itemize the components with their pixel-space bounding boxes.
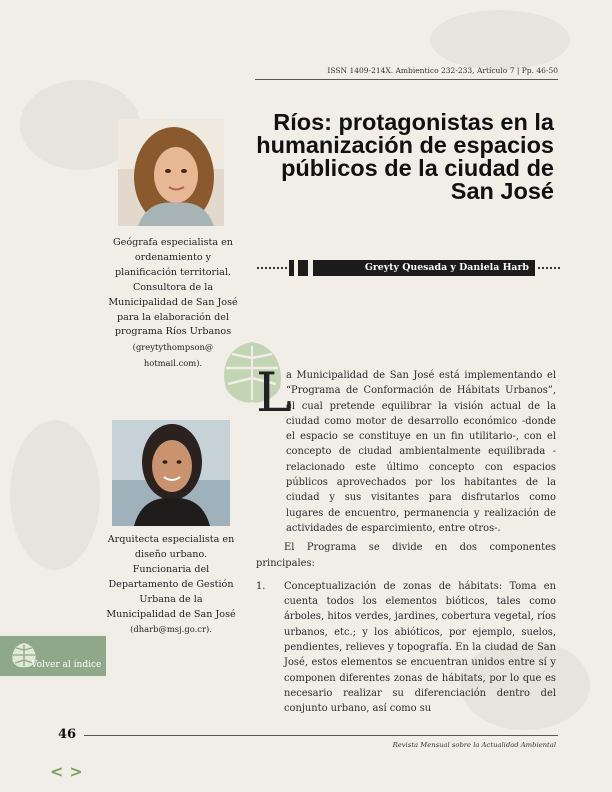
- author-email-1: (greytythompson@ hotmail.com).: [132, 342, 214, 369]
- author-bio-text: Geógrafa especialista en ordenamiento y planificación territorial. Consultora de la Municipalidad de San José para la elaboración del programa Ríos Urbanos: [108, 237, 238, 338]
- drop-cap: L: [256, 361, 292, 424]
- author-bar-mark: [298, 260, 308, 276]
- journal-name: Revista Mensual sobre la Actualidad Ambiental: [392, 741, 556, 749]
- paragraph-text: a Municipalidad de San José está implementando el “Programa de Conformación de Hábitats Urbanos”, el cual pretende equilibrar la visión actual de la ciudad como motor de desarrollo económico -donde el espacio se constituye en un fin utilitario-, con el concepto de ciudad ambientalmente equilibrada -relacionado este último concepto con espacios públicos aprovechados por los habitantes de la ciudad y sus visitantes para disfrutarlos como lugares de encuentro, permanencia y realización de actividades de esparcimiento, entre otros-.: [286, 370, 556, 534]
- background-texture: [10, 420, 100, 570]
- back-to-index-label: Volver al índice: [31, 660, 102, 670]
- header-rule: [255, 79, 558, 80]
- author-bar-mark: [289, 260, 294, 276]
- issn-header: ISSN 1409-214X. Ambientico 232-233, Artículo 7 | Pp. 46-50: [327, 66, 558, 75]
- background-texture: [430, 10, 570, 70]
- author-bar-dots: [538, 267, 560, 269]
- article-title: Ríos: protagonistas en la humanización de espacios públicos de la ciudad de San José: [256, 109, 554, 204]
- author-names: Greyty Quesada y Daniela Harb: [313, 260, 535, 276]
- author-bio-text: Arquitecta especialista en diseño urbano. Funcionaria del Departamento de Gestión Urbana de la Municipalidad de San José: [106, 534, 236, 620]
- list-number: 1.: [256, 580, 266, 592]
- prev-page-arrow-icon[interactable]: <: [50, 762, 64, 781]
- author-bar-dots: [257, 267, 287, 269]
- page-navigation: [50, 764, 83, 780]
- footer-rule: [84, 735, 558, 736]
- author-bio-2: [106, 533, 236, 638]
- author-email-2: (dharb@msj.go.cr).: [130, 624, 212, 635]
- article-body: [256, 361, 556, 717]
- list-text: Conceptualización de zonas de hábitats: Toma en cuenta todos los elementos bióticos, tales como árboles, hitos verdes, jardines, cobertura vegetal, ríos urbanos, etc.; y los abióticos, por ejemplo, suelos, pendientes, relieves y topografía. En la ciudad de San José, estos elementos se encuentran unidos entre sí y componen diferentes zonas de hábitats, por lo que es necesario realizar su diferenciación dentro del conjunto urbano, así como su: [284, 580, 556, 715]
- paragraph: [256, 361, 556, 536]
- page-number: 46: [58, 727, 77, 742]
- author-photo-2: [112, 420, 230, 526]
- author-photo-1: [118, 119, 224, 226]
- list-item: [256, 579, 556, 717]
- back-to-index-button[interactable]: [0, 636, 106, 676]
- next-page-arrow-icon[interactable]: >: [69, 762, 83, 781]
- paragraph: El Programa se divide en dos componentes principales:: [256, 542, 556, 569]
